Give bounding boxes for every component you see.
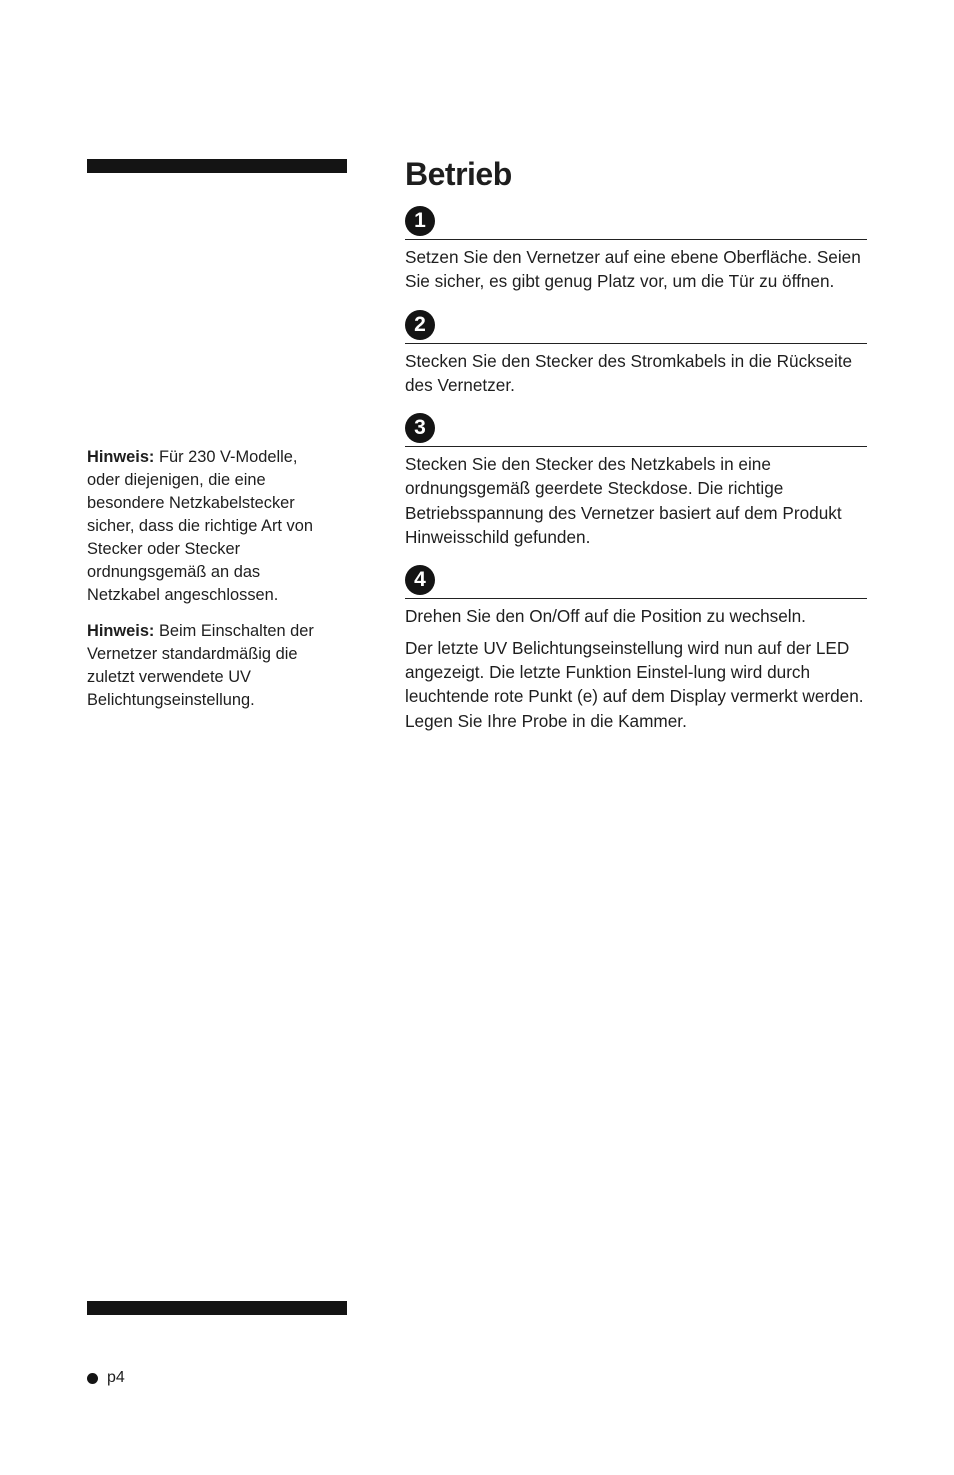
note-startup — [87, 620, 327, 712]
step-number-badge: 2 — [405, 310, 435, 340]
note-voltage — [87, 446, 327, 607]
note-text: Für 230 V-Modelle, oder diejenigen, die eine besondere Netzkabelstecker sicher, dass die richtige Art von Stecker oder Stecker ordnungsgemäß an das Netzkabel angeschlossen. — [87, 448, 313, 604]
top-rule-bar — [87, 159, 347, 173]
page-number: p4 — [107, 1369, 125, 1386]
step-header — [405, 565, 867, 599]
bottom-rule-bar — [87, 1301, 347, 1315]
note-label: Hinweis: — [87, 448, 155, 466]
main-content — [405, 154, 867, 749]
step-3 — [405, 413, 867, 549]
step-number-badge: 4 — [405, 565, 435, 595]
step-header — [405, 206, 867, 240]
step-2 — [405, 310, 867, 398]
step-text: Setzen Sie den Vernetzer auf eine ebene Oberfläche. Seien Sie sicher, es gibt genug Platz vor, um die Tür zu öffnen. — [405, 247, 861, 292]
step-1 — [405, 206, 867, 294]
note-text: Beim Einschalten der Vernetzer standardmäßig die zuletzt verwendete UV Belichtungseinstellung. — [87, 622, 314, 709]
step-text: Stecken Sie den Stecker des Stromkabels in die Rückseite des Vernetzer. — [405, 350, 853, 395]
step-text: Stecken Sie den Stecker des Netzkabels in eine ordnungsgemäß geerdete Steckdose. Die richtige Betriebsspannung des Vernetzer basiert auf dem Produkt Hinweisschild gefunden. — [405, 454, 842, 548]
page-footer — [87, 1367, 125, 1389]
step-text: Der letzte UV Belichtungseinstellung wird nun auf der LED angezeigt. Die letzte Funktion Einstel-lung wird durch leuchtende rote Punkt (e) auf dem Display vermerkt werden. Legen Sie Ihre Probe in die Kammer. — [405, 637, 864, 731]
step-header — [405, 413, 867, 447]
sidebar-notes — [87, 446, 327, 725]
step-number-badge: 3 — [405, 413, 435, 443]
bullet-dot-icon — [87, 1373, 98, 1384]
step-4 — [405, 565, 867, 732]
step-number-badge: 1 — [405, 206, 435, 236]
page-title: Betrieb — [405, 156, 512, 192]
step-text: Drehen Sie den On/Off auf die Position zu wechseln. — [405, 606, 806, 627]
step-header — [405, 310, 867, 344]
note-label: Hinweis: — [87, 622, 155, 640]
